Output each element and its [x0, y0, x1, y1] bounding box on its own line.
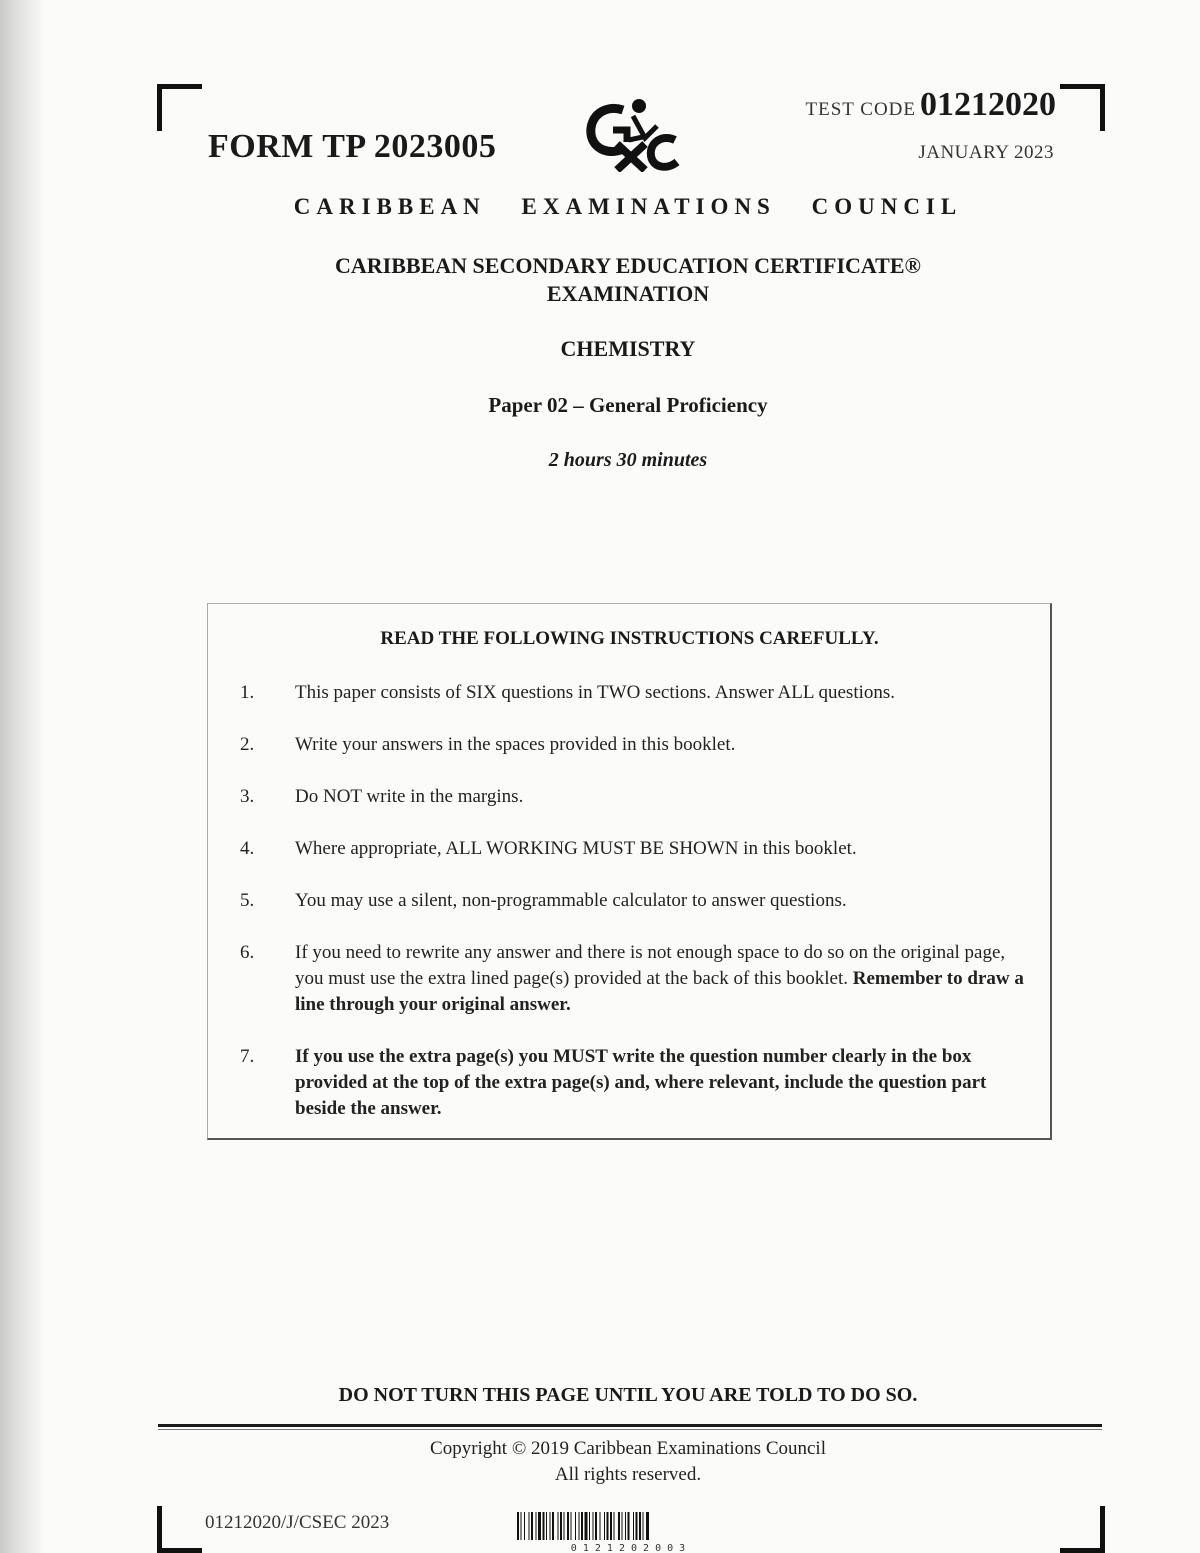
barcode-icon	[515, 1512, 741, 1552]
test-code-value: 01212020	[920, 86, 1056, 123]
test-code	[780, 86, 1056, 124]
instruction-text: This paper consists of SIX questions in TWO sections. Answer ALL questions.	[295, 682, 896, 703]
instruction-text-bold: Remember to draw a line through your original answer.	[295, 968, 1024, 1015]
registration-mark-top-left	[157, 84, 202, 131]
form-code: FORM TP 2023005	[208, 128, 497, 165]
instruction-text: Do NOT write in the margins.	[295, 786, 524, 807]
instruction-number: 1.	[240, 682, 255, 703]
instruction-text	[295, 940, 1025, 1018]
instruction-number: 5.	[240, 890, 255, 911]
certificate-line-2: EXAMINATION	[546, 281, 710, 306]
test-code-label: TEST CODE	[805, 99, 916, 120]
instruction-text-bold: If you use the extra page(s) you MUST write the question number clearly in the box provided at the top of the extra page(s) and, where relevant, include the question part beside the answer.	[295, 1046, 987, 1119]
certificate-line-1: CARIBBEAN SECONDARY EDUCATION CERTIFICATE®	[335, 253, 921, 278]
instruction-number: 2.	[240, 734, 255, 755]
instruction-text: Where appropriate, ALL WORKING MUST BE SHOWN in this booklet.	[295, 838, 857, 859]
council-name: CARIBBEAN EXAMINATIONS COUNCIL	[293, 194, 963, 219]
registration-mark-bottom-left	[157, 1506, 202, 1553]
subject-title: CHEMISTRY	[560, 336, 696, 361]
do-not-turn-warning: DO NOT TURN THIS PAGE UNTIL YOU ARE TOLD TO DO SO.	[338, 1384, 918, 1406]
footer-divider	[158, 1424, 1102, 1427]
paper-reference-code: 01212020/J/CSEC 2023	[205, 1512, 390, 1533]
instruction-text: You may use a silent, non-programmable calculator to answer questions.	[295, 890, 847, 911]
scan-shadow-edge	[0, 0, 46, 1553]
footer-divider-thin	[158, 1429, 1102, 1430]
copyright-notice	[160, 1436, 1096, 1488]
instruction-text: Write your answers in the spaces provided in this booklet.	[295, 734, 736, 755]
instruction-text-plain: If you need to rewrite any answer and there is not enough space to do so on the original page, you must use the extra lined page(s) provided at the back of this booklet.	[295, 942, 1006, 989]
certificate-title	[160, 252, 1096, 308]
registration-mark-top-right	[1060, 84, 1105, 131]
exam-duration: 2 hours 30 minutes	[548, 449, 708, 471]
instruction-number: 3.	[240, 786, 255, 807]
instruction-number: 4.	[240, 838, 255, 859]
copyright-line-1: Copyright © 2019 Caribbean Examinations Council	[430, 1438, 826, 1459]
instruction-number: 7.	[240, 1046, 255, 1067]
exam-date: JANUARY 2023	[918, 142, 1054, 163]
instruction-number: 6.	[240, 942, 255, 963]
cxc-logo-icon	[583, 96, 681, 172]
copyright-line-2: All rights reserved.	[554, 1464, 702, 1485]
instructions-heading: READ THE FOLLOWING INSTRUCTIONS CAREFULLY.	[380, 628, 879, 649]
registration-mark-bottom-right	[1060, 1506, 1105, 1553]
paper-title: Paper 02 – General Proficiency	[488, 393, 768, 417]
barcode-digits: 0 1 2 1 2 0 2 0 0 3	[570, 1543, 686, 1552]
